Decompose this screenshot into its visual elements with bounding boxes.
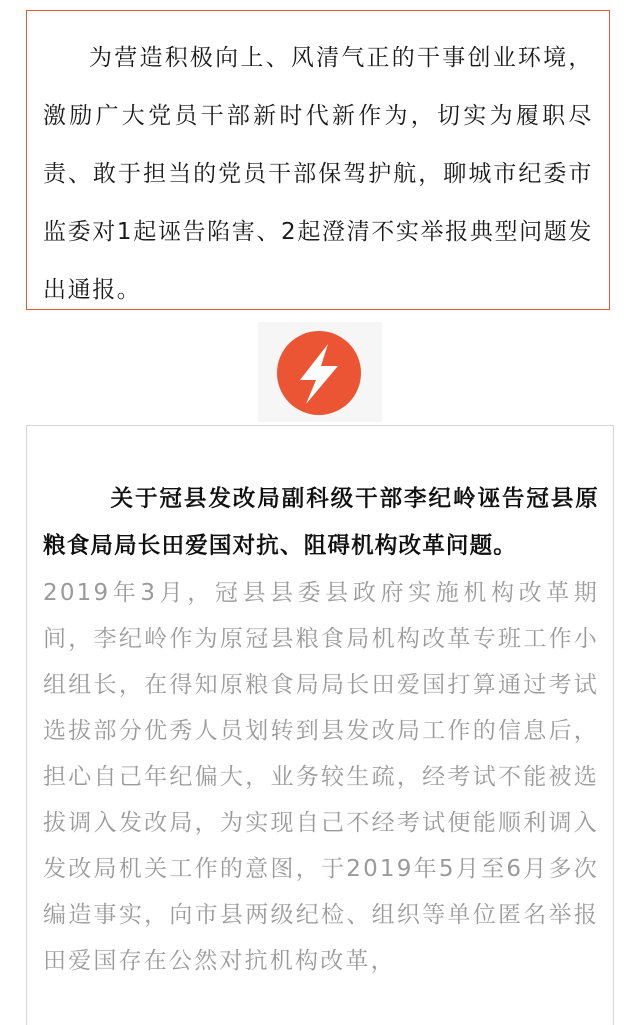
intro-box: [26, 10, 610, 310]
lightning-bolt-icon: [276, 330, 362, 416]
intro-paragraph: 为营造积极向上、风清气正的干事创业环境，激励广大党员干部新时代新作为，切实为履职尽责、敢于担当的党员干部保驾护航，聊城市纪委市监委对1起诬告陷害、2起澄清不实举报典型问题发出通报。: [43, 45, 593, 303]
case-report-box: [26, 425, 614, 1025]
case-title: 关于冠县发改局副科级干部李纪岭诬告冠县原粮食局局长田爱国对抗、阻碍机构改革问题。: [43, 486, 599, 559]
case-body: 2019年3月，冠县县委县政府实施机构改革期间，李纪岭作为原冠县粮食局机构改革专班工作小组组长，在得知原粮食局局长田爱国打算通过考试选拔部分优秀人员划转到县发改局工作的信息后，担心自己年纪偏大，业务较生疏，经考试不能被选拔调入发改局，为实现自己不经考试便能顺利调入发改局机关工作的意图，于2019年5月至6月多次编造事实，向市县两级纪检、组织等单位匿名举报田爱国存在公然对抗机构改革，: [43, 580, 599, 974]
